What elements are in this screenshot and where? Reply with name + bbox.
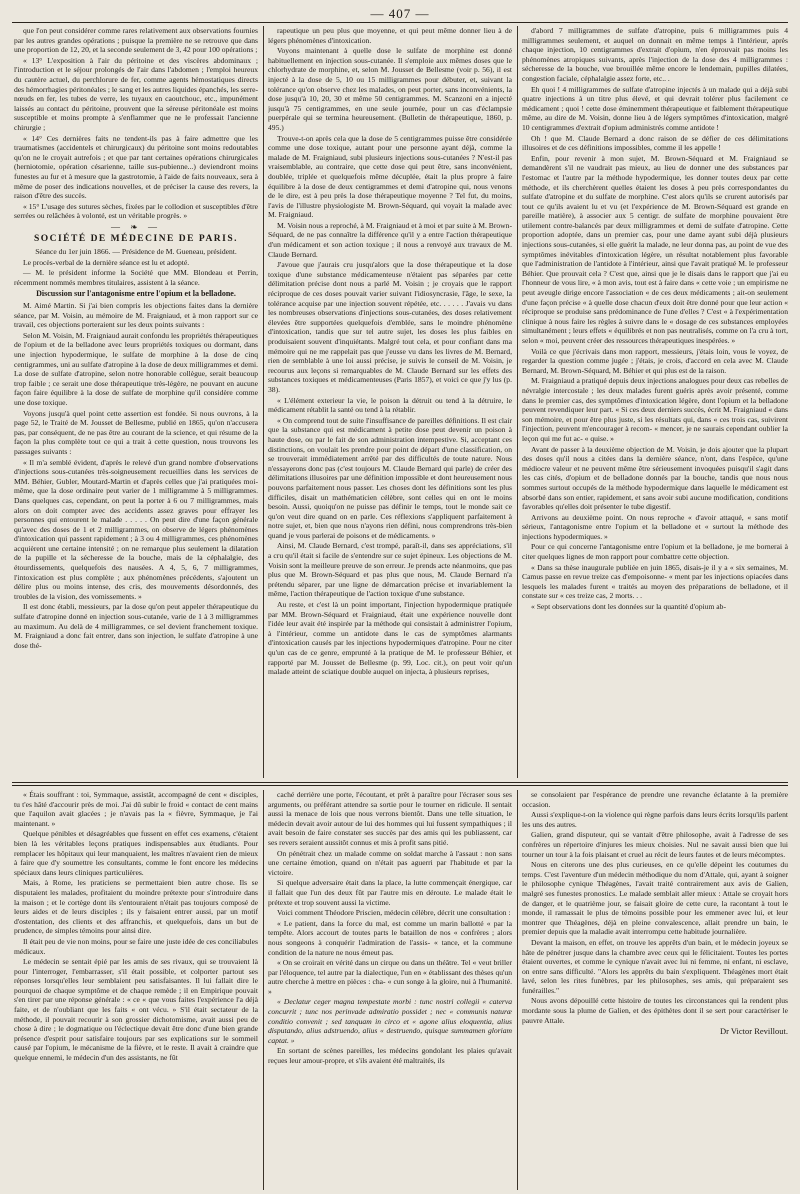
author-signature: Dr Victor Revillout.: [719, 1026, 788, 1037]
paragraph: On pénétrait chez un malade comme on soldat marche à l'assaut : non sans une certaine émotion, quand on n'était pas aguerri par l'habitude et par la victoire.: [268, 848, 512, 877]
paragraph: En sortant de scènes pareilles, les médecins gondolant les plaies qu'avait reçues leur amour-propre, et s'ils avaient été maltraités, ils: [268, 1046, 512, 1066]
column-1-bottom: [14, 790, 258, 1190]
column-2-top: [268, 26, 512, 778]
paragraph: « 13° L'exposition à l'air du péritoine et des viscères abdominaux ; l'introduction et le séjour prolongés de l'air dans l'abdomen ; l'emploi heureux du cautère actuel, du perchlorure de fer, comme agents hémostatiques directs des hémorrhagies péritonéales ; le sang et les autres liquides épanchés, les serre-nœuds en fer, les tubes de verre, les tuyaux en caoutchouc, etc., impunément laissés au contact du péritoine, prouvent que la séreuse péritonéale est moins susceptible et moins prompte à s'enflammer que ne le professait l'ancienne chirurgie ;: [14, 55, 258, 132]
column-2-bottom: [268, 790, 512, 1190]
column-divider: [517, 790, 518, 1190]
paragraph: Aussi s'explique-t-on la violence qui règne parfois dans leurs écrits lorsqu'ils parlent les uns des autres.: [522, 810, 788, 829]
paragraph: se consolaient par l'espérance de prendre une revanche éclatante à la première occasion.: [522, 790, 788, 809]
paragraph: Il est donc établi, messieurs, par la dose qu'on peut appeler thérapeutique du sulfate d'atropine donné en injection sous-cutanée, varie de 1 à 3 milligrammes au maximum. Au delà de 4 milligrammes, ce sel devient franchement toxique. M. Fraigniaud a donc fait entrer, dans son injection, le sulfate d'atropine à une dose thé-: [14, 602, 258, 650]
paragraph: Mais, à Rome, les praticiens se permettaient bien autre chose. Ils se disputaient les malades, profitaient du moindre prétexte pour s'introduire dans la maison ; et le cortège dont ils s'entouraient n'était pas toujours composé de leurs aides et de leurs disciples ; ils y faisaient entrer aussi, par un motif d'ostentation, des clients et des affranchis, et quelquefois, dans un but de prudence, de simples témoins pour ainsi dire.: [14, 878, 258, 936]
column-3-bottom: [522, 790, 788, 1190]
paragraph: Trouve-t-on après cela que la dose de 5 centigrammes puisse être considérée comme une dose toxique, autant pour une personne ayant déjà, comme la malade de M. Fraigniaud, subi plusieurs injections sous-cutanées ? N'est-il pas vraisemblable, au contraire, que cette dose qui peut être, sans inconvénient, doublée, triplée et quelquefois même décuplée, était la plus propre à faire équilibre à la dose de deux centigrammes et demi d'atropine qui, nous venons de le dire, est à peu près la dose thérapeutique moyenne ? Tel fut, du moins, l'avis de l'illustre physiologiste M. Brown-Séquard, qui voyait la malade avec M. Fraigniaud.: [268, 133, 512, 220]
paragraph: rapeutique un peu plus que moyenne, et qui peut même donner lieu à de légers phénomènes d'intoxication.: [268, 26, 512, 45]
paragraph: Selon M. Voisin, M. Fraigniaud aurait confondu les propriétés thérapeutiques de l'opium et de la belladone avec leurs propriétés toxiques ou dormant, dans une injection hypodermique, le sulfate de morphine à la dose de cinq centigrammes, uni au sulfate d'atropine à la dose de deux milligrammes et demi. La dose de sulfate d'atropine, selon notre honorable collègue, serait beaucoup trop faible ; ce serait une dose thérapeutique très-légère, ne pouvant en aucune façon faire équilibre à la dose de sulfate de morphine qu'il considère comme une dose toxique.: [14, 330, 258, 407]
paragraph: « Il m'a semblé évident, d'après le relevé d'un grand nombre d'observations d'injections sous-cutanées très-soigneusement recueillies dans les services de MM. Béhier, Gubler, Moutard-Martin et d'après celles que j'ai pratiquées moi-même, que la dose ordinaire peut varier de 1 milligramme à 5 milligrammes. Dans quelques cas, cependant, on peut la porter à 6 ou 7 milligrammes, mais alors on doit compter avec des accidents assez graves pour effrayer les personnes qui entourent le malade . . . . . On peut dire d'une façon générale qu'avec des doses de 1 et 2 milligrammes, on observe de légers phénomènes d'intoxication qui passent rapidement ; à 3 ou 4 milligrammes, ces phénomènes acquièrent une certaine intensité ; on ne remarque plus seulement la dilatation de la pupille et la sécheresse de la bouche, mais de la céphalalgie, des étourdissements, quelquefois des nausées. A 4, 5, 6, 7 milligrammes, l'intoxication est plus complète ; aux phénomènes précédents, s'ajoutent un délire plus ou moins intense, des cris, des mouvements désordonnés, des troubles de la vision, des vomissements. »: [14, 457, 258, 601]
paragraph: « On se croirait en vérité dans un cirque ou dans un théâtre. Tel « veut briller par l'éloquence, tel autre par la dialectique, l'un en « établissant des thèses qu'un autre cherche à mettre en pièces : cha- « cun songe à la gloire, nui à l'humanité. »: [268, 958, 512, 996]
paragraph: Devant la maison, en effet, on trouve les apprêts d'un bain, et le médecin joyeux se hâte de pénétrer jusque dans la chambre avec ceux qui le félicitaient. Toutes les portes étaient ouvertes, et comme le cynique n'avait avec lui ni femme, ni enfant, ni esclave, on entre sans difficulté. "Alors les apprêts du bain s'expliquent. Théagènes mort était lavé, selon les rites funèbres, par les philosophes, ses amis, qui préparaient ses funérailles.": [522, 937, 788, 995]
paragraph: Voyons jusqu'à quel point cette assertion est fondée. Si nous ouvrons, à la page 52, le Traité de M. Jousset de Bellesme, publié en 1865, qu'on n'accusera pas, par conséquent, de ne pas être au courant de la science, et qui résume de la façon la plus complète tout ce qui a trait à cette question, nous trouvons les passages suivants :: [14, 408, 258, 456]
paragraph: « On comprend tout de suite l'insuffisance de pareilles définitions. Il est clair que la substance qui est médicament à petite dose peut devenir un poison à haute dose, ou par le fait de son administration intempestive. Si, acceptant ces distinctions, on voulait les prendre pour point de départ d'une classification, on se trouverait immédiatement arrêté par des difficultés de toute nature. Nous n'essayerons donc pas (c'est toujours M. Claude Bernard qui parle) de créer des délimitations illusoires par une définition impossible et dont heureusement nous pouvons parfaitement nous passer. Les choses dont les définitions sont les plus difficiles, disait un mathématicien célèbre, sont celles qui en ont le moins besoin. Aussi, quoiqu'on ne puisse pas définir le temps, tout le monde sait ce qu'on veut dire quand on en parle. Ces réflexions s'appliquent parfaitement à notre sujet, et, bien que nous n'ayons rien défini, nous comprendrons très-bien quand je vous parlerai de poisons et de médicaments. »: [268, 415, 512, 540]
column-divider: [263, 26, 264, 778]
paragraph: Avant de passer à la deuxième objection de M. Voisin, je dois ajouter que la plupart des doses qu'il nous a citées dans la dernière séance, n'ont, dans l'espèce, qu'une médiocre valeur et ne peuvent même être sérieusement invoquées puisqu'il s'agit dans les cas cités, d'opium et de belladone donnés par la bouche, tandis que nous nous sommes surtout occupés de la méthode hypodermique dans laquelle le médicament est absorbé dans son entier, rapidement, et sans avoir subi aucune modification, conditions favorables qu'elles doit présenter le tube digestif.: [522, 444, 788, 512]
paragraph: Galien, grand disputeur, qui se vantait d'être philosophe, avait à l'adresse de ses confrères un répertoire d'injures les mieux choisies. Nul ne savait aussi bien que lui tourner un tour à la fois plaisant et cruel au récit de leurs fautes et de leurs mécomptes.: [522, 830, 788, 859]
paragraph: Arrivons au deuxième point. On nous reproche « d'avoir attaqué, « sans motif sérieux, l'antagonisme entre l'opium et la belladone et « surtout la méthode des injections hypodermiques. »: [522, 512, 788, 541]
announcement: — M. le président informe la Société que MM. Blondeau et Perrin, récemment nommés membres titulaires, assistent à la séance.: [14, 268, 258, 287]
paragraph: Enfin, pour revenir à mon sujet, M. Brown-Séquard et M. Fraigniaud se demandèrent s'il ne vaudrait pas mieux, au lieu de donner une des substances par l'estomac et l'autre par la méthode hypodermique, les donner toutes deux par cette méthode, et ils cherchèrent quelles étaient les doses à peu près correspondantes du sulfate d'atropine et du sulfate de morphine. C'est alors qu'ils se crurent autorisés par tout ce qu'ils avaient lu et vu (et l'expérience de M. Brown-Séquard est grande en pareille matière), à associer aux 5 centigr. de sulfate de morphine pouvaient être utilement contre-balancés par deux milligrammes et demi de sulfate d'atropine. Cette proportion adoptée, dans un premier cas, pour une dame ayant subi déjà plusieurs injections sous-cutanées, si elle guérit la malade, ne leur donna pas, au point de vue des symptômes inévitables d'intoxication légère, un résultat notablement plus favorable que l'administration de l'antidote à l'intérieur, ainsi que l'avait pratiqué M. le professeur Béhier. Que prouvait cela ? C'est que, ainsi que je le disais dans le rapport que j'ai eu l'honneur de vous lire, « à mon avis, tout est à faire dans « cette voie ; un empirisme ne peut aveugle dirige encore l'association « de ces deux médicaments ; ait-on seulement d'une façon précise « à quelle dose chacun d'eux doit être donné pour que leur action « réciproque se produise sans prédominance de l'une d'elles ? C'est « à l'expérimentation clinique à nous faire les règles à suivre dans le « dosage de ces substances employées simultanément ; leurs effets « équilibrés et non pas neutralisés, comme on l'a cru à tort, selon « moi, peuvent créer des ressources thérapeutiques inespérées. »: [522, 153, 788, 345]
section-title: SOCIÉTÉ DE MÉDECINE DE PARIS.: [33, 234, 239, 245]
section-ornament: — ❧ —: [110, 221, 162, 232]
feuilleton-rule-2: [12, 785, 788, 786]
paragraph: M. Fraigniaud a pratiqué depuis deux injections analogues pour deux cas rebelles de névralgie intercostale ; les deux malades furent guéris après avoir présenté, comme dans le premier cas, des symptômes d'intoxication légère, dont l'opium et la belladone peuvent revendiquer leur part. « Si ces deux derniers succès, écrit M. Fraigniaud « dans son mémoire, et pour être plus juste, si les résultats qui, dans « ces trois cas, suivirent l'injection, peuvent m'encourager à recom- « mencer, je ne saurais cependant oublier la leçon qui me fut ac- « quise. »: [522, 376, 788, 443]
feuilleton-rule: [12, 782, 788, 783]
paragraph: Voilà ce que j'écrivais dans mon rapport, messieurs, j'étais loin, vous le voyez, de regarder la question comme jugée ; j'étais, je crois, d'accord en cela avec M. Claude Bernard, M. Brown-Séquard, M. Béhier et qui plus est de la raison.: [522, 346, 788, 375]
paragraph: Oh ! que M. Claude Bernard a donc raison de se défier de ces délimitations illusoires et de ces définitions impossibles, comme il les appelle !: [522, 133, 788, 153]
paragraph: Eh quoi ! 4 milligrammes de sulfate d'atropine injectés à un malade qui a déjà subi quatre injections à un titre plus élevé, et qui devrait tolérer plus facilement ce médicament ; quoi ! cette dose éminemment thérapeutique et faiblement thérapeutique même, au dire de M. Voisin, donne lieu à de légers symptômes d'intoxication, malgré 10 centigrammes d'extrait d'opium administrés comme antidote !: [522, 84, 788, 132]
paragraph: Le médecin se sentait épié par les amis de ses rivaux, qui se trouvaient là pour l'interroger, l'embarrasser, s'il était possible, et colporter partout ses réponses lorsqu'elles leur semblaient peu satisfaisantes. Il lui fallait dire le pourquoi de chaque symptôme et de chaque remède ; il en Empirique pouvait s'en tirer par une réponse générale : « ce « que vous faites l'expérience l'a déjà faite, et de n'oubliant que les faits « ont vécu. » S'il était sectateur de la méthode, il pouvait recourir à son grossier dichotomisme, avait aussi peu de chose à dire ; le dogmatique ou l'éclectique devait être donc d'une bien grande présence d'esprit pour satisfaire toujours par ses explications sur le sommeil causé par l'opium, le mécanisme de la fièvre, et le reste. Il avait à craindre que quelque ennemi, le médecin d'un des assistants, ne fût: [14, 957, 258, 1063]
paragraph: caché derrière une porte, l'écoutant, et prêt à paraître pour l'écraser sous ses arguments, ou préférant attendre sa sortie pour le tourner en ridicule. Il sentait aussi la menace de lois que nous verrons bientôt. Dans une telle situation, le médecin devait avoir autour de lui des hommes qui lui fussent sympathiques ; il avait besoin de faire constater ses succès par des amis qui les publiassent, car ses revers seraient aussitôt connus et mis à profit sans pitié.: [268, 790, 512, 847]
paragraph: « Le patient, dans la force du mal, est comme un marin ballotté « par la tempête. Alors accourt de toutes parts le bataillon de nos « confrères ; alors nous songeons à conquérir l'admiration de l'assis- « tance, et la commune condition de la nature ne nous émeut pas.: [268, 918, 512, 957]
paragraph: « Étais souffrant : toi, Symmaque, assistât, accompagné de cent « disciples, tu t'es hâté d'accourir près de moi. J'ai dû subir le froid « contact de cent mains que l'aquilon avait glacées ; je n'avais pas la « fièvre, Symmaque, je l'ai maintenant. »: [14, 790, 258, 828]
meeting-line: Séance du 1er juin 1866. — Présidence de M. Gueneau, président.: [35, 247, 237, 257]
col1-top-paragraphs: [14, 26, 258, 221]
top-rule: [12, 22, 788, 23]
paragraph: Ainsi, M. Claude Bernard, c'est trompé, paraît-il, dans ses appréciations, s'il a cru qu'il était si facile de s'entendre sur ce sujet épineux. Les objections de M. Voisin sont la meilleure preuve de son erreur. Je prends acte néanmoins, que pas plus que M. Brown-Séquard et pas plus que nous, M. Claude Bernard n'a prétendu séparer, par une ligne de démarcation précise et invariablement la même, l'action thérapeutique de l'action toxique d'une substance.: [268, 541, 512, 599]
paragraph: Voyons maintenant à quelle dose le sulfate de morphine est donné habituellement en injection sous-cutanée. Il s'emploie aux mêmes doses que le chlorhydrate de morphine, et, selon M. Jousset de Bellesme (voir p. 56), il est injecté à la dose de 5, 10 ou 15 milligrammes pour débuter, et, suivant la tolérance qu'on observe chez les malades, on peut porter, sans inconvénients, la dose jusqu'à 10, 20, 30 et même 50 centigrammes. M. Scanzoni en a injecté jusqu'à 75 centigrammes, en une seule journée, pour un cas d'éclampsie puerpérale qui se termina heureusement. (Bulletin de thérapeutique, 1860, p. 495.): [268, 46, 512, 132]
paragraph: Si quelque adversaire était dans la place, la lutte commençait énergique, car il fallait que l'un des deux fût par l'autre mis en déroute. Le malade était le prétexte et trop souvent aussi la victime.: [268, 878, 512, 907]
paragraph: Voici comment Théodore Priscien, médecin célèbre, décrit une consultation :: [277, 908, 511, 918]
column-divider: [517, 26, 518, 778]
paragraph: J'avoue que j'aurais cru jusqu'alors que la dose thérapeutique et la dose toxique d'une substance médicamenteuse n'étaient pas séparées par cette délimitation précise dont nous a parlé M. Voisin ; je croyais que le rapport réciproque de ces doses pouvait varier suivant l'idiosyncrasie, l'âge, le sexe, la tolérance acquise par une injection souvent répétée, etc. . . . . . J'avais vu dans les nombreuses observations d'injections sous-cutanées, des doses relativement élevées être supportées quelquefois d'emblée, sans le moindre phénomène d'intoxication, tandis que sur tel autre sujet, les doses les plus faibles en produisaient souvent d'inquiétants. Malgré tout cela, et pour confiant dans ma mémoire qui ne me rappelait pas que j'eusse vu dans les livres de M. Bernard, rien de semblable à une loi aussi précise, je suivis le conseil de M. Voisin, je recourus aux leçons si remarquables de M. Claude Bernard sur les effets des substances toxiques et médicamenteuses (Paris 1857), et voici ce que j'y lus (p. 38).: [268, 260, 512, 394]
minutes-line: Le procès-verbal de la dernière séance est lu et adopté.: [23, 257, 190, 267]
discussion-title: Discussion sur l'antagonisme entre l'opium et la belladone.: [36, 289, 236, 299]
paragraph: « 14° Ces dernières faits ne tendent-ils pas à faire admettre que les traumatismes (accidentels et chirurgicaux) du péritoine sont moins redoutables qu'on ne le croyait autrefois ; et que par tant certaines opérations chirurgicales (herniotomie, opération césarienne, taille sus-pubienne...) deviendront moins funestes au fur et à mesure que la gastrotomie, à l'aide de faits nouveaux, sera à même de poser des indications nouvelles, et de préciser la cause des revers, la raison d'être des succès.: [14, 133, 258, 201]
paragraph: M. Voisin nous a reproché, à M. Fraigniaud et à moi et par suite à M. Brown-Séquard, de ne pas connaître la différence qu'il y a entre l'action thérapeutique d'un médicament et son action toxique ; il nous a renvoyé aux travaux de M. Claude Bernard.: [268, 220, 512, 259]
paragraph: « Dans sa thèse inaugurale publiée en juin 1865, disais-je il y a « six semaines, M. Camus passe en revue treize cas d'empoisonne- « ment par les injections opiacées dans lesquels les malades furent « traités au moyen des préparations de belladone, et il constate sur « ces treize cas, 2 morts. . .: [522, 562, 788, 601]
paragraph: que l'on peut considérer comme rares relativement aux observations fournies par les autres grandes opérations ; puisque la première ne se retrouve que dans une proportion de 12, 20, et la seconde seulement de 3, 42 pour 100 opérations ;: [14, 26, 258, 55]
page-number: — 407 —: [370, 6, 430, 21]
paragraph: « Sept observations dont les données sur la quantité d'opium ab-: [531, 602, 726, 612]
paragraph: Nous avons dépouillé cette histoire de toutes les circonstances qui la rendent plus mordante sous la plume de Galien, et des épithètes dont il se sert pour caractériser le pauvre Attale.: [522, 996, 788, 1025]
paragraph: M. Aimé Martin. Si j'ai bien compris les objections faites dans la dernière séance, par M. Voisin, au mémoire de M. Fraigniaud, et à mon rapport sur ce travail, ces objections porteraient sur les deux points suivants :: [14, 301, 258, 330]
paragraph: Pour ce qui concerne l'antagonisme entre l'opium et la belladone, je me bornerai à citer quelques lignes de mon rapport pour combattre cette objection.: [522, 542, 788, 562]
paragraph: Nous en citerons une des plus curieuses, en ce qu'elle dépeint les coutumes du temps. C'est l'aventure d'un médecin méthodique du nom d'Attale, qui, ayant à soigner le philosophe cynique Théagènes, l'avait traité contrairement aux avis de Galien, malgré ses funestes pronostics. Le malade semblait aller mieux : Attale se croyait hors de danger, et le quatrième jour, se faisait gloire de cette cure, la racontant à tout le monde, il ramassait le plus de témoins possible pour les emmener avec lui, et leur montrer que Théagènes, déjà en pleine convalescence, allait prendre un bain, le premier depuis que la maladie avait interrompu cette habitude journalière.: [522, 860, 788, 937]
paragraph: Au reste, et c'est là un point important, l'injection hypodermique pratiquée par MM. Brown-Séquard et Fraigniaud, était une expérience nouvelle dont l'idée leur avait été inspirée par la méthode qui consistait à administrer l'opium, à l'intérieur, comme un antidote dans le cas de symptômes alarmants d'intoxication causés par les injections hypodermiques d'atropine. Pour ne citer qu'un cas de ce genre, emprunté à la pratique de M. le professeur Béhier, et rapporté par M. Jousset de Bellesme (p. 99, Loc. cit.), on peut voir qu'un malade atteint de sciatique double auquel on injecta, à plusieurs reprises,: [268, 600, 512, 677]
paragraph: « 15° L'usage des sutures sèches, fixées par le collodion et susceptibles d'être serrées ou relâchées à volonté, est un véritable progrès. »: [14, 201, 258, 221]
column-divider: [263, 790, 264, 1190]
paragraph: « Declatur ceger magna tempestate morbi : tunc nostri collegii « caterva concurrit ; tunc nos perinvade admiratio possidet ; nec « communis naturæ conditio convenit ; sed tanquam in circo et « agone alius eloquentia, alius disputando, alius adstruendo, alius « destruendo, quisque summamen gloriam captat. »: [268, 997, 512, 1045]
paragraph: d'abord 7 milligrammes de sulfate d'atropine, puis 6 milligrammes puis 4 milligrammes seulement, et auquel on donnait en même temps à l'intérieur, après chaque injection, 10 centigrammes d'extrait d'opium, n'en éprouvait pas moins les phénomènes atropiques suivants, après l'injection de la dose des 4 milligrammes : sécheresse de la bouche, vue brouillée même encore le lendemain, pupilles dilatées, congestion faciale, céphalalgie assez forte, etc.. .: [522, 26, 788, 83]
paragraph: « L'élément exterieur la vie, le poison la détruit ou tend à la détruire, le médicament rétablit la santé ou tend à la rétablir.: [268, 395, 512, 415]
paragraph: Quelque pénibles et désagréables que fussent en effet ces examens, c'étaient bien là les véritables leçons pratiques indispensables aux étudiants. Pour remplacer les hôpitaux qui leur manquaient, les maîtres n'avaient rien de mieux à faire que d'y soumettre les consultants, comme le font encore les médecins spéciaux dans leurs cliniques particulières.: [14, 829, 258, 877]
paragraph: Il était peu de vie non moins, pour se faire une juste idée de ces conciliabules médicaux.: [14, 936, 258, 956]
column-3-top: [522, 26, 788, 778]
column-1-top: [14, 26, 258, 778]
